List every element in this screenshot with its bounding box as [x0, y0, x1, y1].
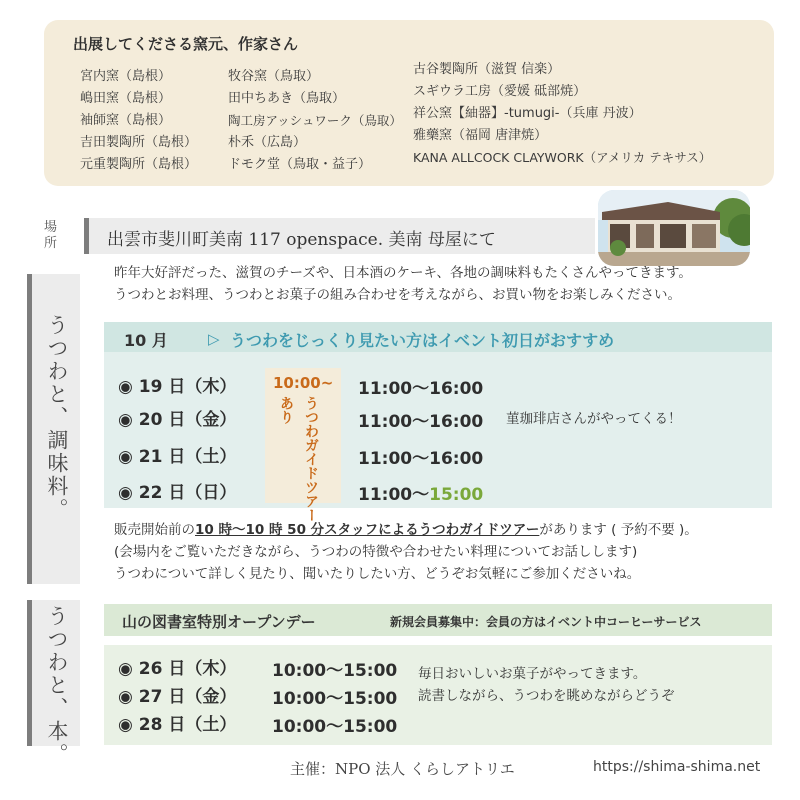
exhibitor-item: ドモク堂（鳥取・益子） — [228, 157, 372, 172]
intro-line: 昨年大好評だった、滋賀のチーズや、日本酒のケーキ、各地の調味料もたくさんやってきます。 — [114, 265, 692, 281]
exhibitor-item: 嶋田窯（島根） — [80, 91, 172, 106]
venue-text: 出雲市斐川町美南 117 openspace. 美南 母屋にて — [107, 230, 496, 250]
event-day: ◉ 28 日（土） — [118, 715, 237, 735]
guide-tour-label: うつわガイドツアー — [303, 396, 319, 522]
guide-text: うつわについて詳しく見たり、聞いたりしたい方、どうぞお気軽にご参加くださいね。 — [114, 566, 641, 582]
venue-label: 場所 — [44, 220, 58, 251]
organizer: 主催：NPO 法人 くらしアトリエ — [290, 760, 515, 778]
day-note: 菫珈琲店さんがやってくる！ — [506, 411, 682, 427]
guide-tour-time: 10:00~ — [273, 374, 334, 392]
exhibitor-item: 朴禾（広島） — [228, 135, 307, 150]
recommend-text: うつわをじっくり見たい方はイベント初日がおすすめ — [230, 331, 615, 350]
guide-tour-info — [114, 519, 698, 585]
guide-text: (会場内をご覧いただきながら、うつわの特徴や合わせたい料理についてお話しします) — [114, 544, 638, 560]
event-time: 10:00〜15:00 — [272, 717, 398, 737]
event-time-start: 11:00〜 — [358, 485, 430, 505]
event-day: ◉ 26 日（木） — [118, 659, 237, 679]
event-day: ◉ 19 日（木） — [118, 377, 237, 397]
exhibitors-title: 出展してくださる窯元、作家さん — [73, 35, 299, 53]
section1-intro — [114, 262, 692, 306]
library-title: 山の図書室特別オープンデー — [122, 613, 316, 631]
exhibitor-item: 吉田製陶所（島根） — [80, 135, 198, 150]
exhibitor-item: 雅藥窯（福岡 唐津焼） — [413, 128, 548, 143]
exhibitor-item: 牧谷窯（鳥取） — [228, 69, 320, 84]
exhibitor-item: 古谷製陶所（滋賀 信楽） — [413, 62, 561, 77]
exhibitor-item: 宮内窯（島根） — [80, 69, 172, 84]
event-time-end: 15:00 — [429, 485, 484, 505]
play-arrow-icon: ▷ — [208, 330, 220, 348]
event-day: ◉ 27 日（金） — [118, 687, 237, 707]
guide-highlight: 10 時〜10 時 50 分スタッフによるうつわガイドツアー — [195, 522, 540, 538]
guide-text: 販売開始前の — [114, 522, 195, 538]
month-label: 10 月 — [124, 331, 168, 350]
event-time: 11:00〜16:00 — [358, 379, 484, 399]
library-note-line: 読書しながら、うつわを眺めながらどうぞ — [418, 688, 675, 704]
exhibitors-col-1 — [80, 66, 197, 176]
event-day: ◉ 22 日（日） — [118, 483, 237, 503]
event-day: ◉ 20 日（金） — [118, 410, 237, 430]
exhibitor-item: 田中ちあき（鳥取） — [228, 91, 346, 106]
event-day: ◉ 21 日（土） — [118, 447, 237, 467]
event-time: 11:00〜16:00 — [358, 449, 484, 469]
exhibitor-item: スギウラ工房（愛媛 砥部焼） — [413, 84, 587, 99]
guide-tour-label: あり — [278, 396, 294, 424]
exhibitors-col-3 — [413, 59, 711, 169]
exhibitors-col-2 — [228, 66, 402, 176]
exhibitor-item: 陶工房アッシュワーク（鳥取） — [228, 113, 402, 128]
intro-line: うつわとお料理、うつわとお菓子の組み合わせを考えながら、お買い物をお楽しみください。 — [114, 287, 681, 303]
library-note — [418, 663, 675, 707]
event-time — [358, 480, 483, 505]
venue-photo — [598, 190, 750, 266]
exhibitor-item: 祥公窯【紬器】-tumugi-（兵庫 丹波） — [413, 106, 642, 121]
event-time: 11:00〜16:00 — [358, 412, 484, 432]
section2-side-label: うつわと、本。 — [45, 605, 69, 766]
event-time: 10:00〜15:00 — [272, 661, 398, 681]
exhibitor-item: 元重製陶所（島根） — [80, 157, 198, 172]
library-subtitle: 新規会員募集中：会員の方はイベント中コーヒーサービス — [390, 615, 702, 629]
guide-text: があります ( 予約不要 )。 — [539, 522, 698, 538]
section1-side-label: うつわと、調味料。 — [45, 314, 69, 521]
exhibitor-item: 袖師窯（島根） — [80, 113, 172, 128]
exhibitor-item: KANA ALLCOCK CLAYWORK（アメリカ テキサス） — [413, 150, 712, 165]
event-time: 10:00〜15:00 — [272, 689, 398, 709]
library-note-line: 毎日おいしいお菓子がやってきます。 — [418, 666, 647, 682]
website-link[interactable]: https://shima-shima.net — [593, 759, 761, 775]
